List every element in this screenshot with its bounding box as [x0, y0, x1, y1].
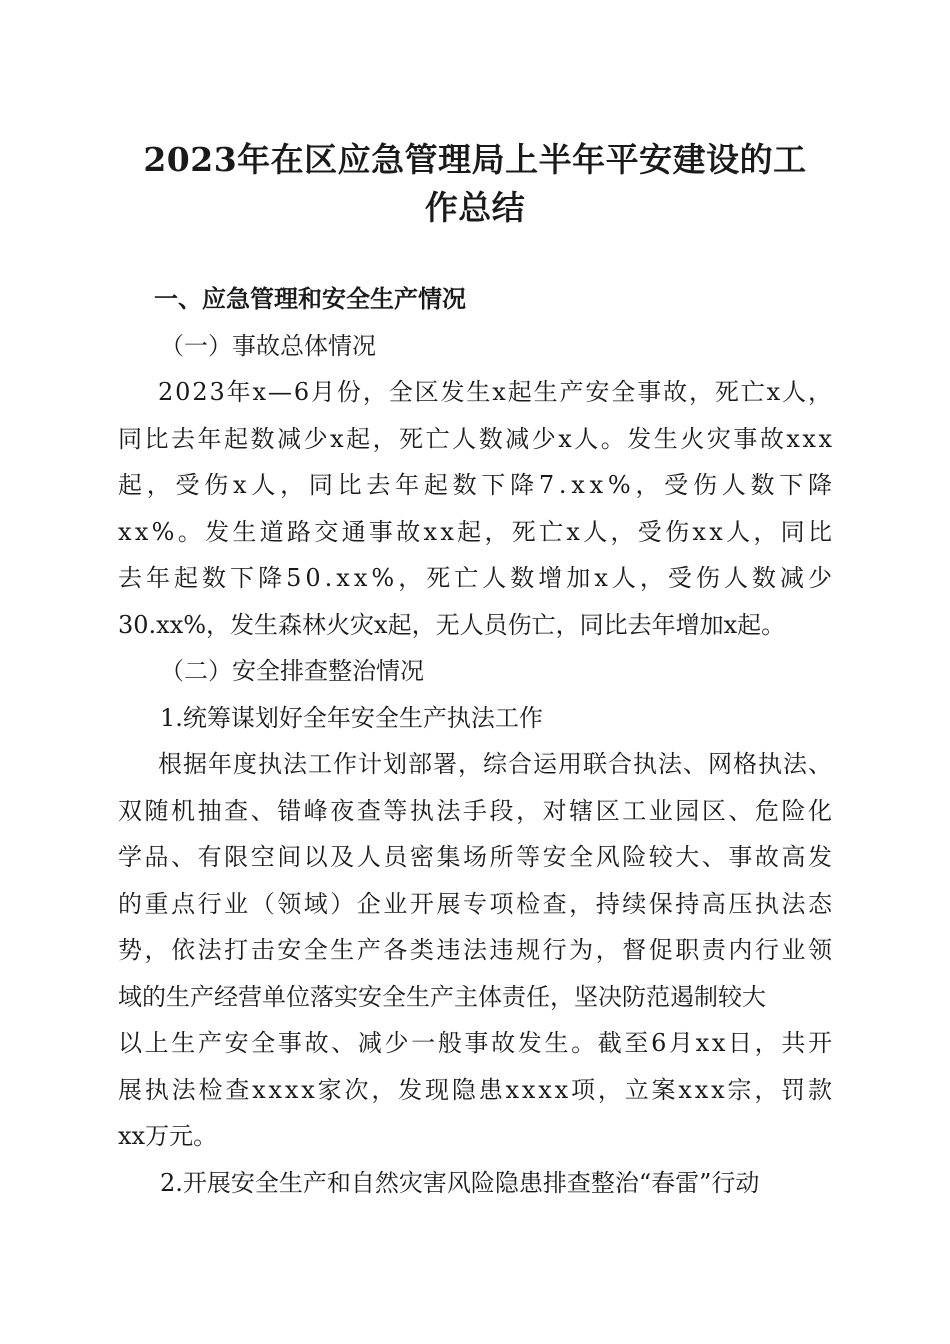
paragraph-1-line-3: 起，受伤x人，同比去年起数下降7.xx%，受伤人数下降 — [118, 471, 837, 499]
paragraph-1-line-4: xx%。发生道路交通事故xx起，死亡x人，受伤xx人，同比 — [118, 517, 836, 546]
document-body — [118, 276, 837, 1206]
section-heading-1: 一、应急管理和安全生产情况 — [154, 285, 466, 313]
item-heading-2: 2.开展安全生产和自然灾害风险隐患排查整治“春雷”行动 — [160, 1168, 760, 1197]
paragraph-1-line-2: 同比去年起数减少x起，死亡人数减少x人。发生火灾事故xxx — [118, 424, 835, 453]
paragraph-1-line-1: 2023年x—6月份，全区发生x起生产安全事故，死亡x人， — [158, 378, 834, 406]
paragraph-2-line-8: 展执法检查xxxx家次，发现隐患xxxx项，立案xxx宗，罚款 — [118, 1075, 835, 1104]
paragraph-1-line-6: 30.xx%，发生森林火灾x起，无人员伤亡，同比去年增加x起。 — [118, 610, 786, 639]
paragraph-2-line-5: 势，依法打击安全生产各类违法违规行为，督促职责内行业领 — [118, 936, 835, 964]
paragraph-2-line-1: 根据年度执法工作计划部署，综合运用联合执法、网格执法、 — [158, 750, 833, 778]
paragraph-2-line-2: 双随机抽查、错峰夜查等执法手段，对辖区工业园区、危险化 — [118, 796, 835, 825]
title-line-2: 作总结 — [424, 188, 526, 227]
item-heading-1: 1.统筹谋划好全年安全生产执法工作 — [160, 703, 543, 732]
paragraph-2-line-6: 域的生产经营单位落实安全生产主体责任，坚决防范遏制较大 — [118, 982, 766, 1011]
paragraph-2-line-7: 以上生产安全事故、减少一般事故发生。截至6月xx日，共开 — [118, 1029, 835, 1057]
document-title — [118, 136, 832, 232]
paragraph-2-line-9: xx万元。 — [118, 1122, 218, 1150]
paragraph-2-line-3: 学品、有限空间以及人员密集场所等安全风险较大、事故高发 — [118, 843, 835, 871]
title-line-1: 2023年在区应急管理局上半年平安建设的工 — [143, 140, 807, 179]
subsection-heading-1: （一）事故总体情况 — [160, 331, 376, 360]
subsection-heading-2: （二）安全排查整治情况 — [160, 657, 424, 685]
paragraph-2-line-4: 的重点行业（领域）企业开展专项检查，持续保持高压执法态 — [118, 889, 835, 918]
paragraph-1-line-5: 去年起数下降50.xx%，死亡人数增加x人，受伤人数减少 — [118, 564, 837, 592]
